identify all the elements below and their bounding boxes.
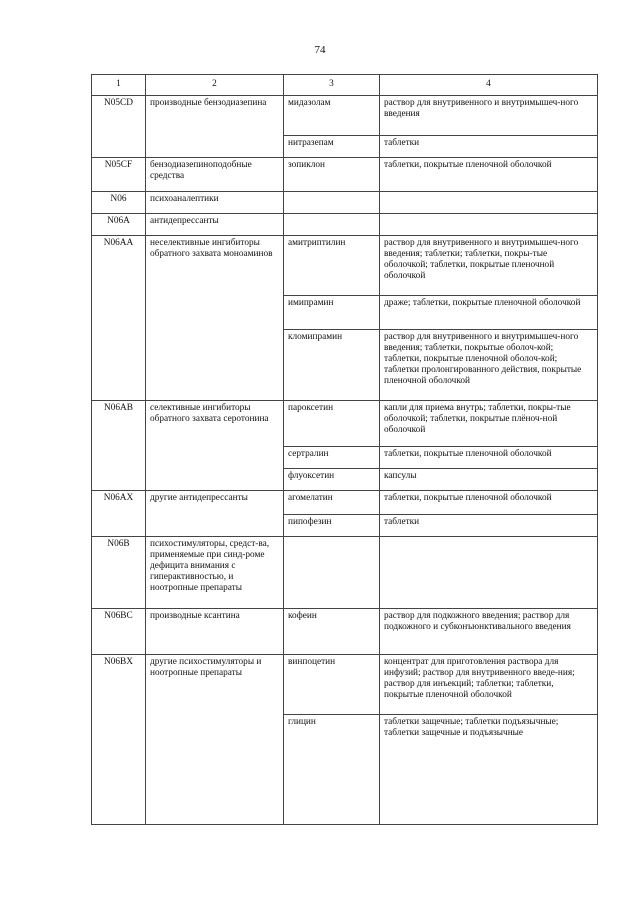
group-cell: неселективные ингибиторы обратного захвата моноаминов	[146, 236, 284, 401]
drug-cell: амитриптилин	[284, 236, 380, 296]
page-number: 74	[314, 44, 326, 56]
form-cell: капсулы	[380, 469, 598, 491]
header-col-4: 4	[380, 75, 598, 96]
drug-cell: зопиклон	[284, 158, 380, 192]
atc-code-cell: N06AA	[92, 236, 146, 401]
form-cell: раствор для внутривенного и внутримышеч-ного введения; таблетки, покрытые оболоч-кой; таблетки, покрытые пленочной оболоч-кой; таблетки пролонгированного действия, покрытые пленочной оболочкой	[380, 330, 598, 401]
form-cell: таблетки, покрытые пленочной оболочкой	[380, 491, 598, 515]
atc-code-cell: N06AX	[92, 491, 146, 537]
drug-cell: сертралин	[284, 447, 380, 469]
table-row	[92, 537, 598, 609]
drug-cell	[284, 537, 380, 609]
form-cell: капли для приема внутрь; таблетки, покры-тые оболочкой; таблетки, покрытые плёноч-ной оболочкой	[380, 401, 598, 447]
atc-code-cell: N06BC	[92, 609, 146, 655]
group-cell: селективные ингибиторы обратного захвата серотонина	[146, 401, 284, 491]
atc-code-cell: N06B	[92, 537, 146, 609]
header-col-2: 2	[146, 75, 284, 96]
table-header-row	[92, 75, 598, 96]
table-row	[92, 236, 598, 296]
drug-cell: винпоцетин	[284, 655, 380, 715]
drug-cell: глицин	[284, 715, 380, 825]
form-cell: таблетки, покрытые пленочной оболочкой	[380, 447, 598, 469]
form-cell	[380, 214, 598, 236]
form-cell: таблетки	[380, 515, 598, 537]
group-cell: производные бензодиазепина	[146, 96, 284, 158]
drug-cell: кломипрамин	[284, 330, 380, 401]
drug-cell: нитразепам	[284, 136, 380, 158]
drug-cell: имипрамин	[284, 296, 380, 330]
group-cell: психоаналептики	[146, 192, 284, 214]
drug-cell: флуоксетин	[284, 469, 380, 491]
form-cell: таблетки, покрытые пленочной оболочкой	[380, 158, 598, 192]
table-row	[92, 491, 598, 515]
form-cell: таблетки защечные; таблетки подъязычные; таблетки защечные и подъязычные	[380, 715, 598, 825]
table-row	[92, 401, 598, 447]
atc-code-cell: N06A	[92, 214, 146, 236]
group-cell: бензодиазепиноподобные средства	[146, 158, 284, 192]
group-cell: производные ксантина	[146, 609, 284, 655]
atc-code-cell: N05CF	[92, 158, 146, 192]
form-cell: концентрат для приготовления раствора для инфузий; раствор для внутривенного введе-ния; раствор для инъекций; таблетки; таблетки, покрытые пленочной оболочкой	[380, 655, 598, 715]
drug-cell: пароксетин	[284, 401, 380, 447]
drug-cell	[284, 214, 380, 236]
header-col-1: 1	[92, 75, 146, 96]
drug-cell: агомелатин	[284, 491, 380, 515]
form-cell	[380, 192, 598, 214]
header-col-3: 3	[284, 75, 380, 96]
form-cell: раствор для внутривенного и внутримышеч-ного введения; таблетки; таблетки, покры-тые оболочкой; таблетки, покрытые пленочной оболочкой	[380, 236, 598, 296]
form-cell: раствор для внутривенного и внутримышеч-ного введения	[380, 96, 598, 136]
table-row	[92, 655, 598, 715]
drug-cell: кофеин	[284, 609, 380, 655]
drug-cell	[284, 192, 380, 214]
table-row	[92, 609, 598, 655]
form-cell: драже; таблетки, покрытые пленочной оболочкой	[380, 296, 598, 330]
group-cell: антидепрессанты	[146, 214, 284, 236]
table-row	[92, 192, 598, 214]
form-cell: таблетки	[380, 136, 598, 158]
table-row	[92, 158, 598, 192]
drug-cell: пипофезин	[284, 515, 380, 537]
atc-code-cell: N06BX	[92, 655, 146, 825]
atc-code-cell: N06	[92, 192, 146, 214]
group-cell: другие психостимуляторы и ноотропные препараты	[146, 655, 284, 825]
table-row	[92, 214, 598, 236]
drug-table	[91, 74, 598, 825]
form-cell	[380, 537, 598, 609]
group-cell: другие антидепрессанты	[146, 491, 284, 537]
form-cell: раствор для подкожного введения; раствор для подкожного и субконъюнктивального введения	[380, 609, 598, 655]
drug-cell: мидазолам	[284, 96, 380, 136]
group-cell: психостимуляторы, средст-ва, применяемые при синд-роме дефицита внимания с гиперактивностью, и ноотропные препараты	[146, 537, 284, 609]
atc-code-cell: N06AB	[92, 401, 146, 491]
atc-code-cell: N05CD	[92, 96, 146, 158]
table-row	[92, 96, 598, 136]
